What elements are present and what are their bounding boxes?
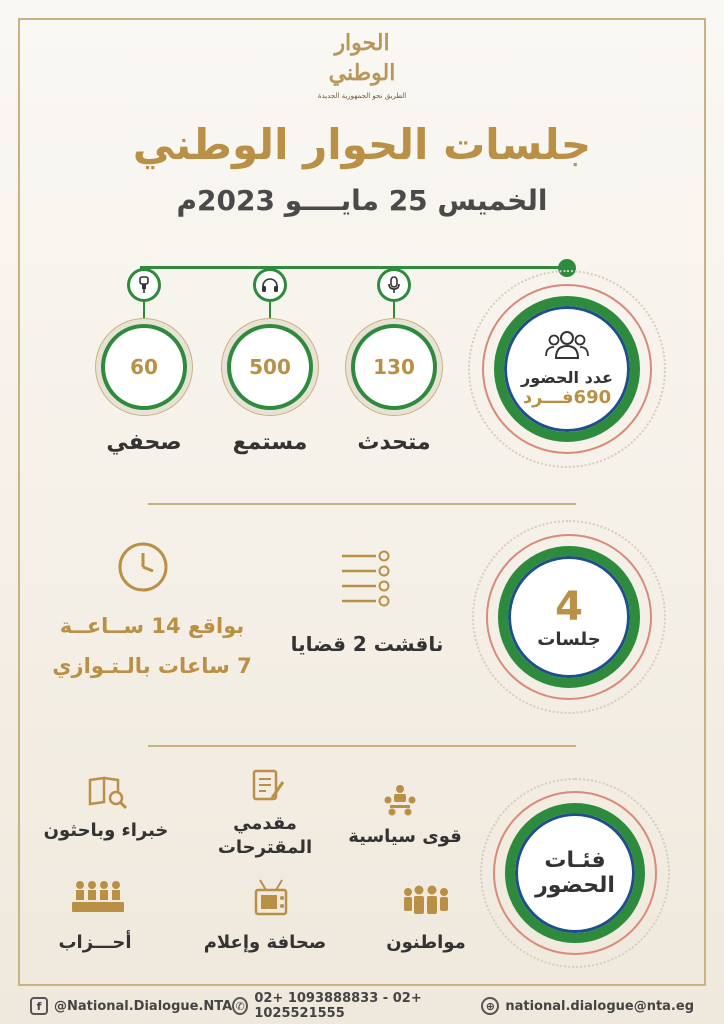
categories-title-1: فئـات	[544, 848, 606, 873]
stat-listeners-circle	[227, 324, 313, 410]
attendance-value: 690فـــرد	[522, 387, 612, 408]
political-icon	[380, 782, 430, 826]
footer-facebook[interactable]	[30, 997, 232, 1015]
people-icon	[544, 330, 590, 364]
issues-text	[282, 632, 452, 656]
sessions-ring-red	[486, 534, 652, 700]
whatsapp-icon: ✆	[232, 997, 248, 1015]
globe-icon: ⊕	[481, 997, 499, 1015]
issues-list-icon	[338, 548, 394, 614]
parties-icon	[70, 878, 126, 920]
proposal-icon	[250, 768, 286, 808]
attendance-ring-red	[482, 284, 652, 454]
category-experts: خبراء وباحثون	[43, 820, 169, 841]
issues-label: ناقشت 2 قضايا	[290, 632, 444, 656]
stat-journalists-circle	[101, 324, 187, 410]
hours-label: بواقع 14 ســاعــة	[59, 614, 245, 638]
logo	[302, 28, 422, 98]
categories-ring	[480, 778, 670, 968]
footer	[30, 991, 694, 1021]
clock-icon	[116, 540, 170, 598]
research-icon	[88, 774, 128, 814]
stat-journalists-label: صحفي	[106, 430, 182, 455]
facebook-icon: f	[30, 997, 48, 1015]
stat-speakers-circle	[351, 324, 437, 410]
media-icon	[252, 876, 296, 924]
section-divider	[148, 745, 576, 747]
categories-circle	[505, 803, 645, 943]
logo-tagline: الطريق نحو الجمهورية الجديدة	[317, 92, 407, 100]
logo-name: الحوار الوطني	[328, 30, 396, 86]
page-title: جلسات الحوار الوطني	[132, 120, 592, 169]
whatsapp-numbers: 02+ 1093888833 - 02+ 1025521555	[254, 991, 422, 1021]
categories-ring-red	[493, 791, 657, 955]
facebook-handle: @National.Dialogue.NTA	[54, 998, 233, 1014]
sessions-ring	[472, 520, 666, 714]
email-address: national.dialogue@nta.eg	[505, 998, 694, 1014]
citizens-icon	[400, 884, 452, 924]
footer-whatsapp[interactable]	[232, 991, 481, 1021]
headphones-icon	[253, 268, 287, 302]
sessions-label: جلسات	[537, 628, 601, 650]
category-parties: أحـــزاب	[58, 932, 132, 953]
stat-speakers-label: متحدث	[357, 430, 431, 455]
microphone-icon	[377, 268, 411, 302]
sessions-count: 4	[555, 583, 583, 630]
parallel-label: 7 ساعات بالـتـوازي	[52, 654, 252, 678]
hours-text	[52, 614, 252, 638]
category-citizens: مواطنون	[386, 932, 466, 953]
stat-journalists-value: 60	[115, 346, 173, 388]
category-media: صحافة وإعلام	[203, 932, 327, 953]
stat-listeners-label: مستمع	[232, 430, 308, 455]
sessions-circle	[498, 546, 640, 688]
attendance-label: عدد الحضور	[521, 368, 613, 387]
categories-title-2: الحضور	[535, 873, 615, 898]
attendance-ring	[468, 270, 666, 468]
category-political: قوى سياسية	[348, 826, 462, 847]
section-divider	[148, 503, 576, 505]
stat-listeners-value: 500	[241, 346, 299, 388]
category-proposals: مقدمي المقترحات	[217, 813, 313, 858]
page-date: الخميس 25 مايــــو 2023م	[176, 184, 548, 217]
stat-speakers-value: 130	[365, 346, 423, 388]
parallel-text	[52, 654, 252, 678]
attendance-circle	[494, 296, 640, 442]
connector-line	[140, 266, 568, 269]
press-mic-icon	[127, 268, 161, 302]
footer-email[interactable]	[481, 997, 694, 1015]
